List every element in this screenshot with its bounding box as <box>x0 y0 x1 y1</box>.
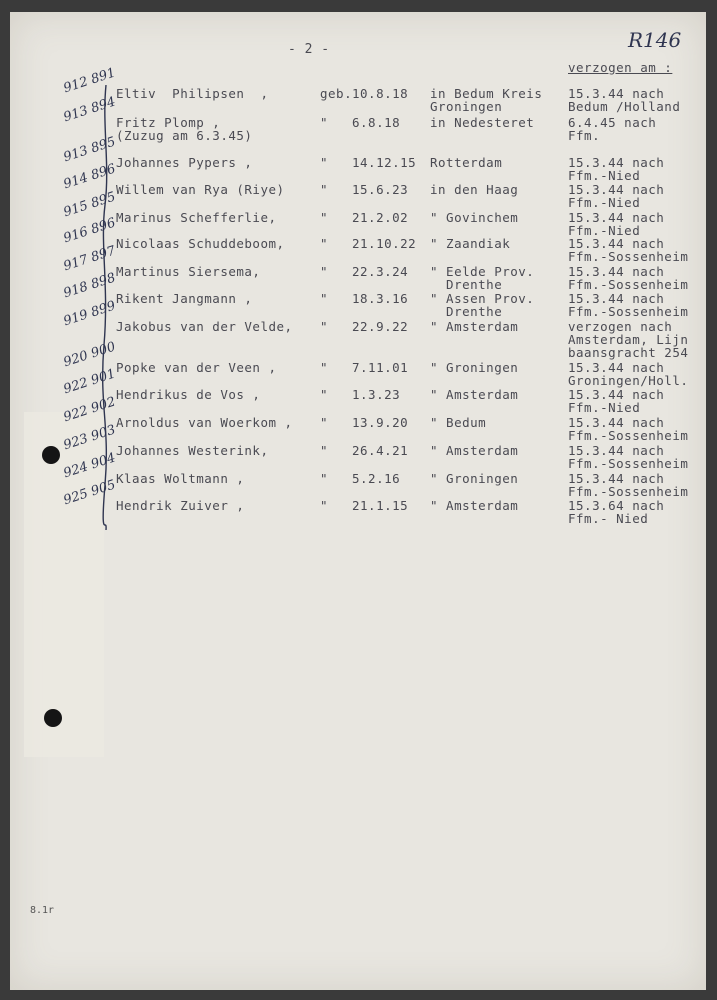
entry-num: 922 902 <box>61 394 118 426</box>
entry-pre: " <box>320 115 329 130</box>
entry-pre: " <box>320 319 329 334</box>
entry-moved: 15.3.44 nach Bedum /Holland <box>568 86 681 114</box>
entry-pre: " <box>320 210 329 225</box>
entry-date: 5.2.16 <box>352 471 401 486</box>
margin-mark: 8.1r <box>30 905 55 916</box>
entry-num: 918 898 <box>61 270 118 302</box>
entry-pre: " <box>320 291 329 306</box>
entry-place: " Amsterdam <box>430 387 519 402</box>
entry-num: 920 900 <box>61 339 118 371</box>
entry-place: in Bedum Kreis Groningen <box>430 86 543 114</box>
entry-pre: " <box>320 471 329 486</box>
entry-moved: 15.3.44 nach Ffm.-Sossenheim <box>568 415 689 443</box>
entry-moved: 15.3.64 nach Ffm.- Nied <box>568 498 665 526</box>
entry-num: 925 905 <box>61 477 118 509</box>
entry-name: Johannes Pypers , <box>116 155 253 170</box>
punch-hole-top <box>42 446 60 464</box>
entry-date: 21.10.22 <box>352 236 417 251</box>
entry-place: in Nedesteret <box>430 115 535 130</box>
entry-pre: geb. <box>320 86 353 101</box>
entry-name: Jakobus van der Velde, <box>116 319 293 334</box>
entry-moved: 6.4.45 nach Ffm. <box>568 115 657 143</box>
entry-moved: 15.3.44 nach Ffm.-Sossenheim <box>568 291 689 319</box>
entry-num: 912 891 <box>61 65 118 97</box>
entry-moved: 15.3.44 nach Ffm.-Nied <box>568 155 665 183</box>
entry-num: 919 899 <box>61 298 118 330</box>
entry-place: " Amsterdam <box>430 498 519 513</box>
entry-date: 21.1.15 <box>352 498 409 513</box>
entry-date: 18.3.16 <box>352 291 409 306</box>
entry-moved: 15.3.44 nach Ffm.-Sossenheim <box>568 443 689 471</box>
entry-moved: 15.3.44 nach Ffm.-Sossenheim <box>568 236 689 264</box>
entry-pre: " <box>320 236 329 251</box>
entry-name: Eltiv Philipsen , <box>116 86 269 101</box>
entry-pre: " <box>320 415 329 430</box>
entry-place: " Amsterdam <box>430 443 519 458</box>
entry-num: 915 895 <box>61 189 118 221</box>
entry-num: 924 904 <box>61 450 118 482</box>
handwritten-reference: R146 <box>628 28 682 52</box>
entry-moved: 15.3.44 nach Ffm.-Nied <box>568 210 665 238</box>
entry-place: " Bedum <box>430 415 487 430</box>
entry-place: " Groningen <box>430 471 519 486</box>
entry-num: 917 897 <box>61 243 118 275</box>
entry-pre: " <box>320 182 329 197</box>
entry-name: Willem van Rya (Riye) <box>116 182 285 197</box>
column-header-moved: verzogen am : <box>568 60 673 75</box>
entry-moved: 15.3.44 nach Groningen/Holl. <box>568 360 689 388</box>
entry-date: 10.8.18 <box>352 86 409 101</box>
entry-moved: 15.3.44 nach Ffm.-Nied <box>568 182 665 210</box>
entry-pre: " <box>320 360 329 375</box>
entry-place: Rotterdam <box>430 155 503 170</box>
entry-pre: " <box>320 443 329 458</box>
entry-place: " Govinchem <box>430 210 519 225</box>
entry-date: 14.12.15 <box>352 155 417 170</box>
entry-num: 922 901 <box>61 366 118 398</box>
entry-num: 914 896 <box>61 161 118 193</box>
entry-place: in den Haag <box>430 182 519 197</box>
entry-name: Marinus Schefferlie, <box>116 210 277 225</box>
entry-moved: 15.3.44 nach Ffm.-Nied <box>568 387 665 415</box>
entry-place: " Groningen <box>430 360 519 375</box>
entry-num: 913 894 <box>61 94 118 126</box>
page-number: - 2 - <box>288 42 330 57</box>
entry-moved: 15.3.44 nach Ffm.-Sossenheim <box>568 264 689 292</box>
entry-place: " Assen Prov. Drenthe <box>430 291 535 319</box>
entry-moved: verzogen nach Amsterdam, Lijn baansgracht 254 <box>568 319 689 360</box>
entry-name: Johannes Westerink, <box>116 443 269 458</box>
entry-date: 26.4.21 <box>352 443 409 458</box>
entry-date: 22.3.24 <box>352 264 409 279</box>
entry-name: Hendrikus de Vos , <box>116 387 261 402</box>
entry-name: Popke van der Veen , <box>116 360 277 375</box>
entry-name: Hendrik Zuiver , <box>116 498 245 513</box>
entry-date: 21.2.02 <box>352 210 409 225</box>
entry-num: 916 896 <box>61 215 118 247</box>
entry-place: " Amsterdam <box>430 319 519 334</box>
entry-pre: " <box>320 264 329 279</box>
entry-date: 13.9.20 <box>352 415 409 430</box>
entry-name: Martinus Siersema, <box>116 264 261 279</box>
entry-date: 15.6.23 <box>352 182 409 197</box>
entry-name: Klaas Woltmann , <box>116 471 245 486</box>
entry-pre: " <box>320 498 329 513</box>
entry-date: 1.3.23 <box>352 387 401 402</box>
entry-name: Rikent Jangmann , <box>116 291 253 306</box>
punch-hole-bottom <box>44 709 62 727</box>
entry-name: Nicolaas Schuddeboom, <box>116 236 285 251</box>
entry-place: " Zaandiak <box>430 236 511 251</box>
entry-place: " Eelde Prov. Drenthe <box>430 264 535 292</box>
entry-date: 22.9.22 <box>352 319 409 334</box>
entry-pre: " <box>320 155 329 170</box>
entry-name: Arnoldus van Woerkom , <box>116 415 293 430</box>
entry-name: Fritz Plomp , (Zuzug am 6.3.45) <box>116 115 253 143</box>
entry-date: 6.8.18 <box>352 115 401 130</box>
entry-num: 923 903 <box>61 422 118 454</box>
entry-moved: 15.3.44 nach Ffm.-Sossenheim <box>568 471 689 499</box>
entry-pre: " <box>320 387 329 402</box>
entry-num: 913 895 <box>61 134 118 166</box>
entry-date: 7.11.01 <box>352 360 409 375</box>
